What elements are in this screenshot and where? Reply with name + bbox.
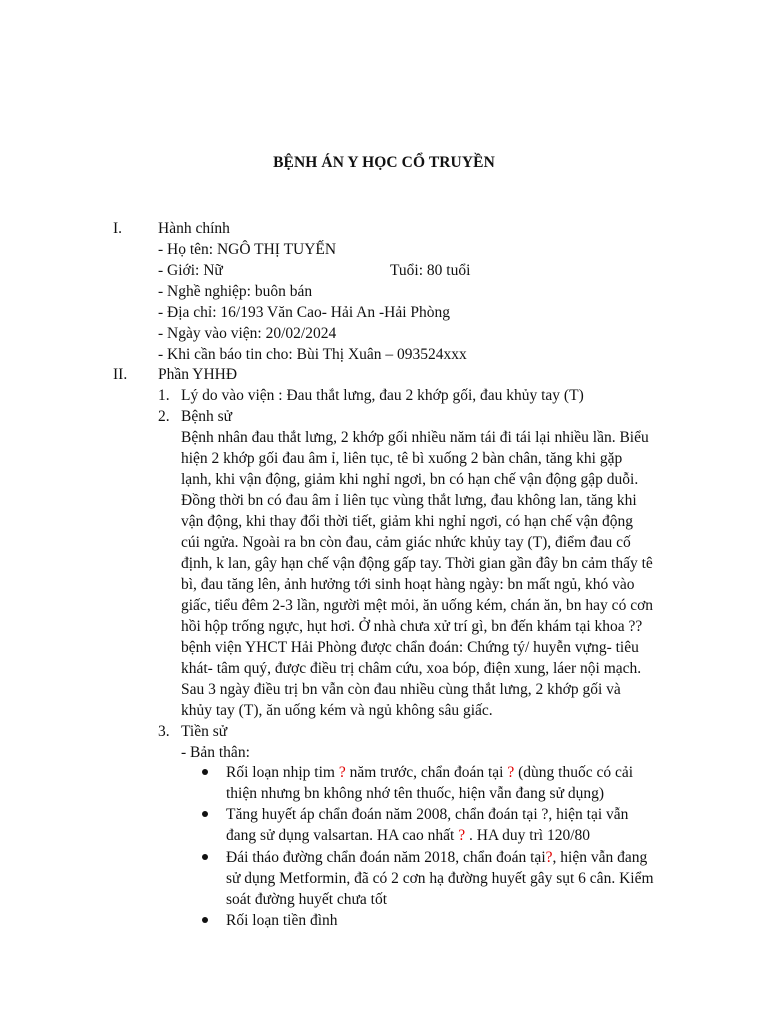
item-1-number: 1.: [158, 387, 170, 404]
bullet-hypertension-line-2: [226, 825, 590, 846]
patient-gender: - Giới: Nữ: [158, 262, 223, 279]
admission-date: - Ngày vào viện: 20/02/2024: [158, 325, 337, 342]
section-2-numeral: II.: [113, 366, 128, 383]
section-2-heading: Phần YHHĐ: [158, 366, 238, 383]
history-line: vận động, khi thay đổi thời tiết, giảm khi nghỉ ngơi, có hạn chế vận động: [181, 513, 634, 530]
history-line: Sau 3 ngày điều trị bn vẫn còn đau nhiều cùng thắt lưng, 2 khớp gối và: [181, 681, 621, 698]
history-line: khát- tâm quý, được điều trị châm cứu, xoa bóp, điện xung, láer nội mạch.: [181, 660, 642, 677]
document-title: BỆNH ÁN Y HỌC CỔ TRUYỀN: [273, 154, 495, 171]
bullet-diabetes-line-2: sử dụng Metformin, đã có 2 cơn hạ đường huyết gây sụt 6 cân. Kiểm: [226, 870, 654, 887]
unknown-marker: ?: [545, 849, 553, 866]
item-3-number: 3.: [158, 723, 170, 740]
section-1-heading: Hành chính: [158, 220, 230, 237]
history-line: giấc, tiểu đêm 2-3 lần, người mệt mỏi, ăn uống kém, chán ăn, bn hay có cơn: [181, 597, 654, 614]
bullet-text: năm trước, chẩn đoán tại: [345, 764, 508, 781]
history-line: Đồng thời bn có đau âm ỉ liên tục vùng thắt lưng, đau không lan, tăng khi: [181, 492, 637, 509]
bullet-diabetes-line-3: soát đường huyết chưa tốt: [226, 891, 388, 908]
history-line: định, k lan, gây hạn chế vận động gấp tay. Thời gian gần đây bn cảm thấy tê: [181, 555, 653, 572]
history-line: cúi ngửa. Ngoài ra bn còn đau, cảm giác nhức khủy tay (T), điểm đau cố: [181, 534, 631, 551]
patient-job: - Nghề nghiệp: buôn bán: [158, 283, 313, 300]
section-1-numeral: I.: [113, 220, 123, 237]
bullet-hypertension-line-1: Tăng huyết áp chẩn đoán năm 2008, chẩn đoán tại ?, hiện tại vẫn: [226, 806, 629, 823]
history-line: bệnh viện YHCT Hải Phòng được chẩn đoán: Chứng tý/ huyễn vựng- tiêu: [181, 639, 639, 656]
bullet-text: Đái tháo đường chẩn đoán năm 2018, chẩn đoán tại: [226, 849, 546, 866]
self-history-label: - Bản thân:: [181, 744, 250, 761]
admission-reason: Lý do vào viện : Đau thắt lưng, đau 2 khớp gối, đau khủy tay (T): [181, 387, 584, 404]
history-line: khủy tay (T), ăn uống kém và ngủ không sâu giấc.: [181, 702, 493, 719]
bullet-dot: [202, 811, 208, 817]
bullet-dot: [202, 917, 208, 923]
past-history-heading: Tiền sử: [181, 723, 228, 740]
patient-age: Tuổi: 80 tuổi: [390, 262, 471, 279]
history-line: hiện 2 khớp gối đau âm ỉ, liên tục, tê bì xuống 2 bàn chân, tăng khi gặp: [181, 450, 623, 467]
patient-address: - Địa chỉ: 16/193 Văn Cao- Hải An -Hải Phòng: [158, 304, 451, 321]
history-heading: Bệnh sử: [181, 408, 233, 425]
bullet-text: (dùng thuốc có cải: [514, 764, 634, 781]
history-line: lạnh, khi vận động, giảm khi nghỉ ngơi, bn có hạn chế vận động gập duỗi.: [181, 471, 639, 488]
history-line: bì, đau tăng lên, ảnh hưởng tới sinh hoạt hàng ngày: bn mất ngủ, khó vào: [181, 576, 635, 593]
bullet-vestibular: Rối loạn tiền đình: [226, 912, 338, 929]
unknown-marker: ?: [458, 827, 466, 844]
unknown-marker: ?: [338, 764, 346, 781]
bullet-diabetes-line-1: [226, 847, 647, 868]
unknown-marker: ?: [507, 764, 515, 781]
emergency-contact: - Khi cần báo tin cho: Bùi Thị Xuân – 093524xxx: [158, 346, 467, 363]
patient-name: - Họ tên: NGÔ THỊ TUYẾN: [158, 241, 337, 258]
bullet-dot: [202, 854, 208, 860]
history-line: hồi hộp trống ngực, hụt hơi. Ở nhà chưa xử trí gì, bn đến khám tại khoa ??: [181, 618, 643, 635]
bullet-arrhythmia-line-2: thiện nhưng bn không nhớ tên thuốc, hiện vẫn đang sử dụng): [226, 785, 605, 802]
history-line: Bệnh nhân đau thắt lưng, 2 khớp gối nhiều năm tái đi tái lại nhiều lần. Biểu: [181, 429, 649, 446]
bullet-text: đang sử dụng valsartan. HA cao nhất: [226, 827, 459, 844]
bullet-dot: [202, 769, 208, 775]
item-2-number: 2.: [158, 408, 170, 425]
bullet-text: , hiện vẫn đang: [552, 849, 648, 866]
bullet-arrhythmia-line-1: [226, 762, 633, 783]
bullet-text: . HA duy trì 120/80: [465, 827, 591, 844]
bullet-text: Rối loạn nhịp tim: [226, 764, 339, 781]
